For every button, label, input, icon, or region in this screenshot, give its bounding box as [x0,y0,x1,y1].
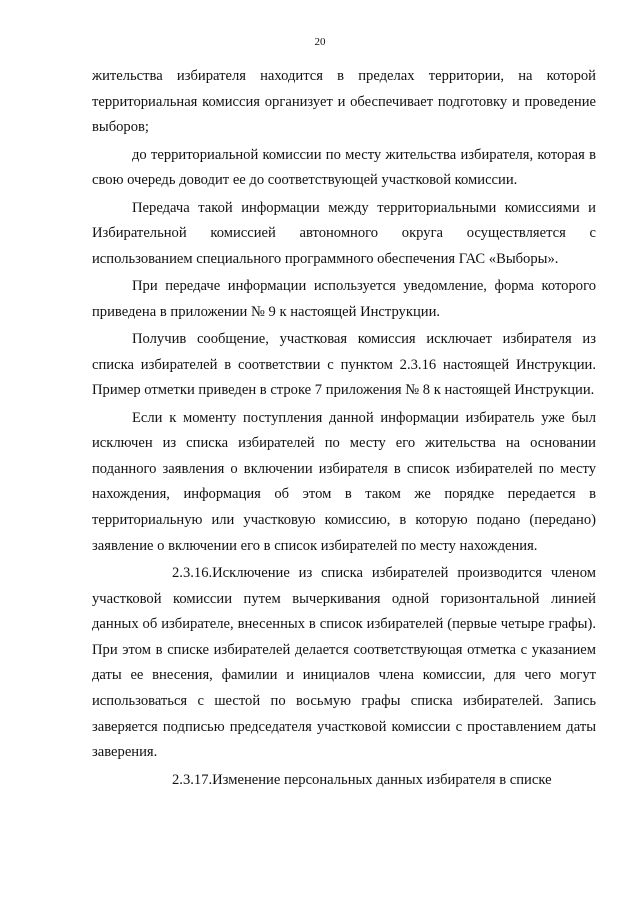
clause-paragraph [92,561,596,766]
document-body [92,64,596,793]
clause-number: 2.3.16. [172,565,213,582]
paragraph-continuation: жительства избирателя находится в пределах территории, на которой территориальная комиссия организует и обеспечивает подготовку и проведение выборов; [92,68,596,136]
clause-text: Изменение персональных данных избирателя в списке [212,771,552,788]
paragraph: Если к моменту поступления данной информации избиратель уже был исключен из списка избирателей по месту его жительства на основании поданного заявления о включении избирателя в список избирателей по месту нахождения, информация об этом в таком же порядке передается в территориальную или участковую комиссию, в которую подано (передано) заявление о включении его в список избирателей по месту нахождения. [92,409,596,554]
clause-number: 2.3.17. [172,771,213,788]
paragraph: Передача такой информации между территориальными комиссиями и Избирательной комиссией автономного округа осуществляется с использованием специального программного обеспечения ГАС «Выборы». [92,199,596,267]
page-number: 20 [314,36,326,48]
clause-text: Исключение из списка избирателей производится членом участковой комиссии путем вычеркивания одной горизонтальной линией данных об избирателе, внесенных в список избирателей (первые четыре графы). При этом в списке избирателей делается соответствующая отметка с указанием даты ее внесения, фамилии и инициалов члена комиссии, для чего могут использоваться с шестой по восьмую графы списка избирателей. Запись заверяется подписью председателя участковой комиссии с проставлением даты заверения. [92,565,596,761]
paragraph: При передаче информации используется уведомление, форма которого приведена в приложении № 9 к настоящей Инструкции. [92,278,596,320]
paragraph: до территориальной комиссии по месту жительства избирателя, которая в свою очередь доводит ее до соответствующей участковой комиссии. [92,146,596,189]
clause-paragraph [92,768,596,794]
paragraph: Получив сообщение, участковая комиссия исключает избирателя из списка избирателей в соответствии с пунктом 2.3.16 настоящей Инструкции. Пример отметки приведен в строке 7 приложения № 8 к настоящей Инструкции. [92,331,596,399]
